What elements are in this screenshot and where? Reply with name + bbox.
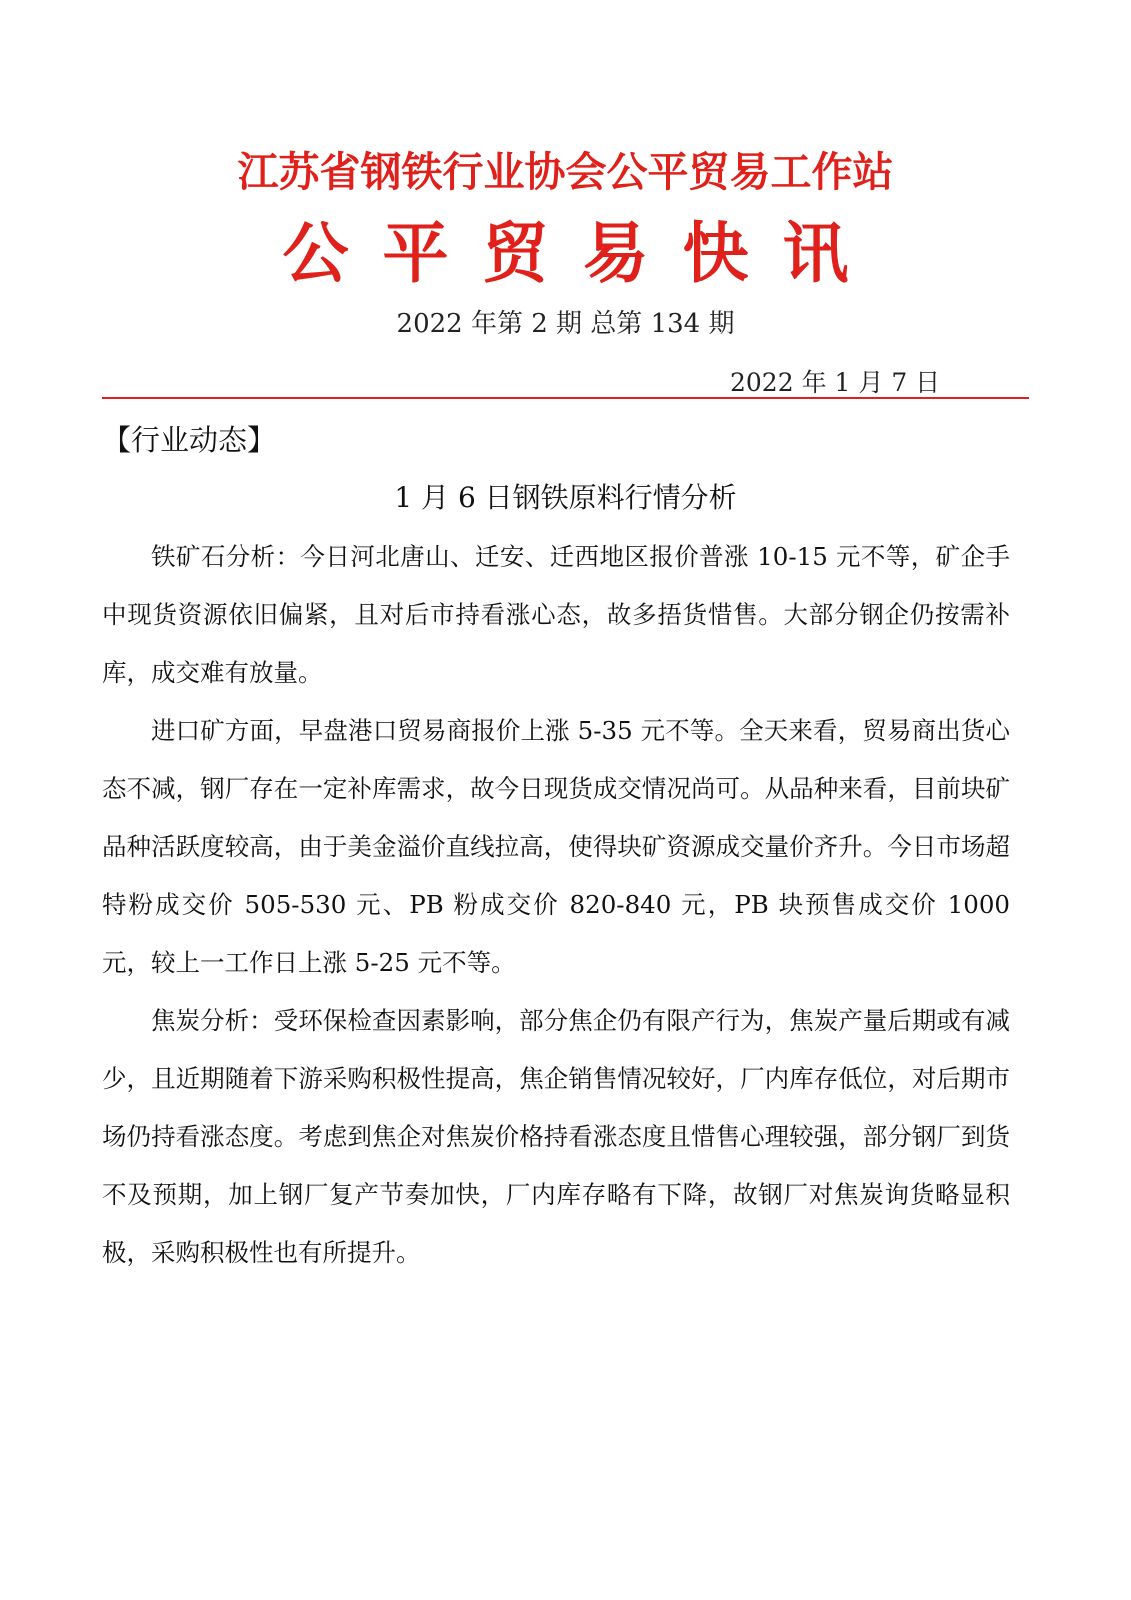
header-divider [102, 397, 1029, 399]
paragraph-iron-ore: 铁矿石分析：今日河北唐山、迁安、迁西地区报价普涨 10-15 元不等，矿企手中现货资源依旧偏紧，且对后市持看涨心态，故多捂货惜售。大部分钢企仍按需补库，成交难有放量。 [102, 542, 1010, 687]
publication-date: 2022 年 1 月 7 日 [730, 368, 941, 397]
paragraph-coke: 焦炭分析：受环保检查因素影响，部分焦企仍有限产行为，焦炭产量后期或有减少，且近期随着下游采购积极性提高，焦企销售情况较好，厂内库存低位，对后期市场仍持看涨态度。考虑到焦企对焦炭价格持看涨态度且惜售心理较强，部分钢厂到货不及预期，加上钢厂复产节奏加快，厂内库存略有下降，故钢厂对焦炭询货略显积极，采购积极性也有所提升。 [102, 1006, 1010, 1267]
publication-title: 公平贸易快讯 [282, 215, 883, 292]
paragraph-imported-ore: 进口矿方面，早盘港口贸易商报价上涨 5-35 元不等。全天来看，贸易商出货心态不减，钢厂存在一定补库需求，故今日现货成交情况尚可。从品种来看，目前块矿品种活跃度较高，由于美金溢价直线拉高，使得块矿资源成交量价齐升。今日市场超特粉成交价 505-530 元、PB 粉成交价 820-840 元，PB 块预售成交价 1000 元，较上一工作日上涨 5-25 元不等。 [102, 716, 1010, 977]
issue-number: 2022 年第 2 期 总第 134 期 [396, 309, 735, 339]
section-tag: 【行业动态】 [102, 423, 277, 457]
article-body [102, 528, 1010, 1282]
article-title: 1 月 6 日钢铁原料行情分析 [394, 481, 737, 514]
organization-title: 江苏省钢铁行业协会公平贸易工作站 [237, 148, 894, 196]
